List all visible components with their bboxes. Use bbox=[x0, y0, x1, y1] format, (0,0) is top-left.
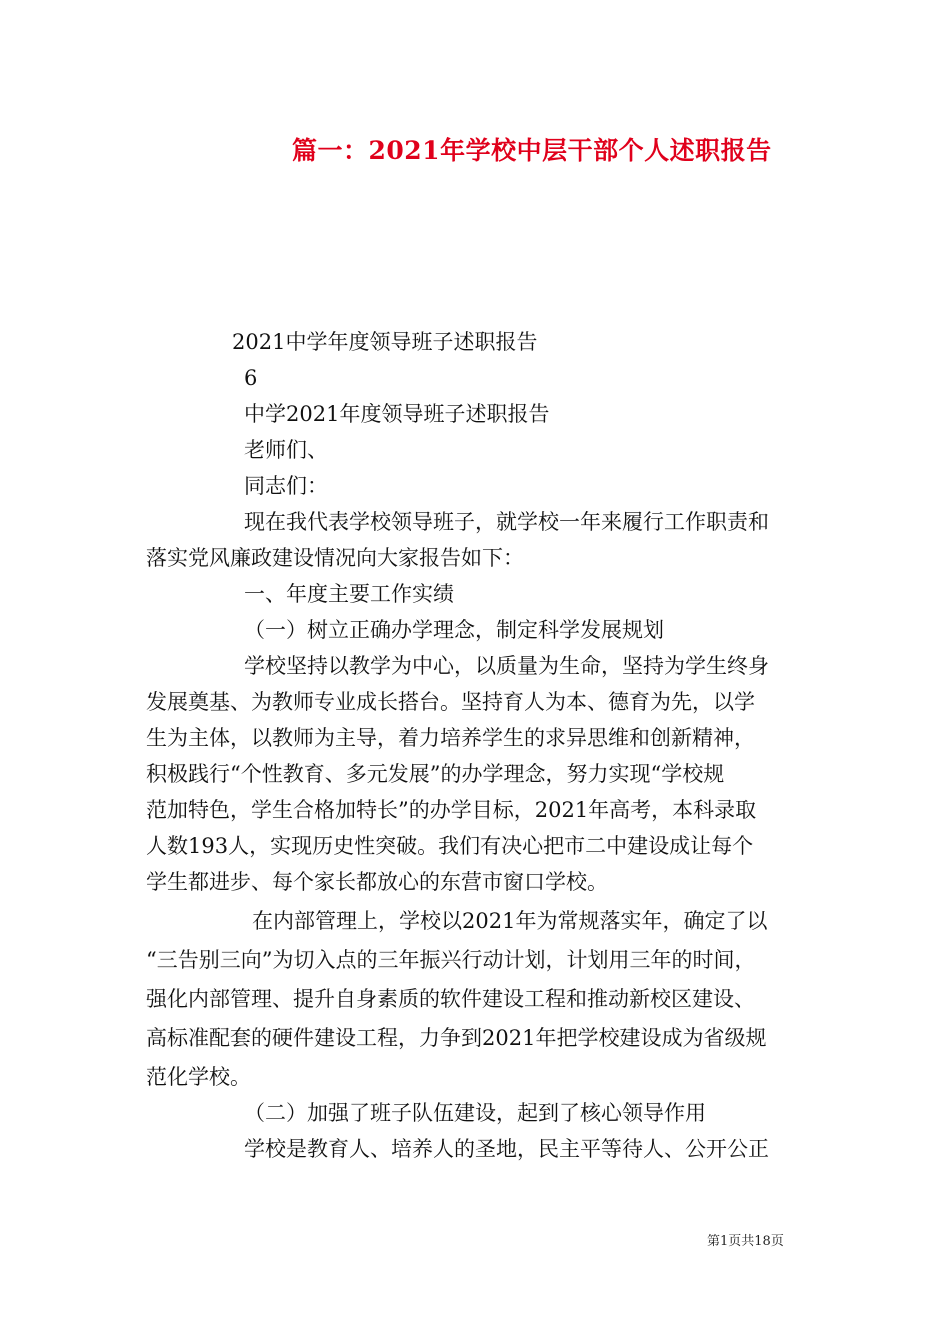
body-line: 老师们、 bbox=[244, 438, 328, 462]
body-line: 6 bbox=[244, 366, 258, 390]
document-title: 篇一：2021年学校中层干部个人述职报告 bbox=[292, 136, 772, 165]
body-line: 2021中学年度领导班子述职报告 bbox=[232, 330, 538, 354]
body-line: “三告别三向”为切入点的三年振兴行动计划，计划用三年的时间， bbox=[146, 948, 756, 972]
body-line: 学校坚持以教学为中心，以质量为生命，坚持为学生终身 bbox=[244, 654, 769, 678]
body-line: 范化学校。 bbox=[146, 1065, 251, 1089]
subsection-heading: （二）加强了班子队伍建设，起到了核心领导作用 bbox=[244, 1101, 706, 1125]
body-line: 人数193人，实现历史性突破。我们有决心把市二中建设成让每个 bbox=[146, 834, 754, 858]
body-line: 落实党风廉政建设情况向大家报告如下： bbox=[146, 546, 524, 570]
body-line: 学校是教育人、培养人的圣地，民主平等待人、公开公正 bbox=[244, 1137, 769, 1161]
body-line: 强化内部管理、提升自身素质的软件建设工程和推动新校区建设、 bbox=[146, 987, 755, 1011]
subsection-heading: （一）树立正确办学理念，制定科学发展规划 bbox=[244, 618, 664, 642]
section-heading: 一、年度主要工作实绩 bbox=[244, 582, 454, 606]
body-line: 生为主体，以教师为主导，着力培养学生的求异思维和创新精神， bbox=[146, 726, 755, 750]
body-line: 发展奠基、为教师专业成长搭台。坚持育人为本、德育为先，以学 bbox=[146, 690, 755, 714]
body-line: 现在我代表学校领导班子，就学校一年来履行工作职责和 bbox=[244, 510, 769, 534]
body-line: 范加特色，学生合格加特长”的办学目标，2021年高考，本科录取 bbox=[146, 798, 757, 822]
page-footer: 第1页共18页 bbox=[707, 1234, 784, 1249]
body-line: 高标准配套的硬件建设工程，力争到2021年把学校建设成为省级规 bbox=[146, 1026, 767, 1050]
body-line: 同志们： bbox=[244, 474, 328, 498]
body-line: 积极践行“个性教育、多元发展”的办学理念，努力实现“学校规 bbox=[146, 762, 725, 786]
body-line: 在内部管理上，学校以2021年为常规落实年，确定了以 bbox=[252, 909, 768, 933]
body-line: 学生都进步、每个家长都放心的东营市窗口学校。 bbox=[146, 870, 608, 894]
body-line: 中学2021年度领导班子述职报告 bbox=[244, 402, 550, 426]
